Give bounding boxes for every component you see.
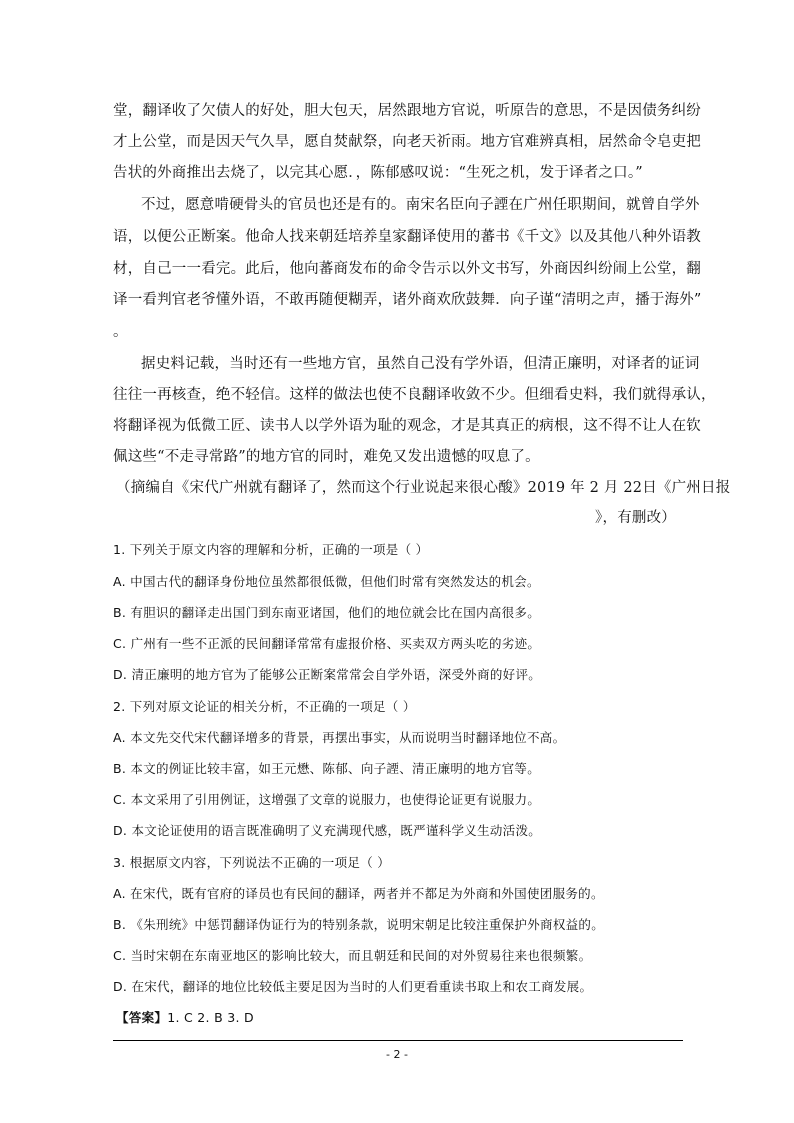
question-2-option-c: C. 本文采用了引用例证，这增强了文章的说服力，也使得论证更有说服力。 [113,792,541,807]
question-3-option-b: B. 《朱刑统》中惩罚翻译伪证行为的特别条款，说明宋朝足比较注重保护外商权益的。 [113,917,605,932]
para3-line-3: 将翻译视为低微工匠、读书人以学外语为耻的观念，才是其真正的病根，这不得不让人在钦 [113,418,701,434]
question-1-option-a: A. 中国古代的翻译身份地位虽然都很低微，但他们时常有突然发达的机会。 [113,574,540,589]
para2-line-4: 译一看判官老爷懂外语，不敢再随便糊弄，诸外商欢欣鼓舞．向子谨“清明之声，播于海外” [113,292,702,308]
answer-line [116,1008,254,1028]
question-1-option-b: B. 有胆识的翻译走出国门到东南亚诸国，他们的地位就会比在国内高很多。 [113,605,541,620]
question-3-option-d: D. 在宋代，翻译的地位比较低主要足因为当时的人们更看重读书取上和农工商发展。 [113,979,593,994]
answer-text: 1. C 2. B 3. D [167,1010,254,1025]
para2-line-3: 材，自己一一看完。此后，他向蕃商发布的命令告示以外文书写，外商因纠纷闹上公堂，翻 [113,261,701,277]
question-1-option-d: D. 清正廉明的地方官为了能够公正断案常常会自学外语，深受外商的好评。 [113,667,542,682]
question-2-option-d: D. 本文论证使用的语言既准确明了义充满现代感，既严谨科学义生动活泼。 [113,823,542,838]
page-number: - 2 - [386,1048,408,1061]
question-1-stem: 1. 下列关于原文内容的理解和分析，正确的一项是（ ） [113,542,429,557]
para1-line-3: 告状的外商推出去烧了，以完其心愿．，陈郁感叹说：“生死之机，发于译者之口。” [113,165,643,181]
para2-line-1: 不过，愿意啃硬骨头的官员也还是有的。南宋名臣向子諲在广州任职期间，就曾自学外 [141,197,700,213]
question-2-option-a: A. 本文先交代宋代翻译增多的背景，再摆出事实，从而说明当时翻译地位不高。 [113,730,566,745]
question-3-option-a: A. 在宋代，既有官府的译员也有民间的翻译，两者并不都足为外商和外国使团服务的。 [113,886,604,901]
para3-line-4: 佩这些“不走寻常路”的地方官的同时，难免又发出遗憾的叹息了。 [113,449,540,465]
para1-line-2: 才上公堂，而是因天气久旱，愿自焚献祭，向老天祈雨。地方官难辨真相，居然命令皂吏把 [113,134,701,150]
para3-line-1: 据史料记载，当时还有一些地方官，虽然自己没有学外语，但清正廉明，对译者的证词 [141,356,700,372]
source-citation-line-1: （摘编自《宋代广州就有翻译了，然而这个行业说起来很心酸》2019 年 2 月 22日《广州日报 [116,480,731,496]
question-2-stem: 2. 下列对原文论证的相关分析，不正确的一项足（ ） [113,699,416,714]
answer-label: 【答案】 [116,1010,168,1025]
para2-line-2: 语，以便公正断案。他命人找来朝廷培养皇家翻译使用的蕃书《千文》以及其他八种外语教 [113,229,701,245]
source-citation-line-2: 》，有删改） [595,510,676,526]
para3-line-2: 往往一再核查，绝不轻信。这样的做法也使不良翻译收敛不少。但细看史料，我们就得承认， [113,387,716,403]
footer-divider [113,1040,683,1041]
question-3-option-c: C. 当时宋朝在东南亚地区的影响比较大，而且朝廷和民间的对外贸易往来也很频繁。 [113,948,592,963]
question-3-stem: 3. 根据原文内容，下列说法不正确的一项足（ ） [113,855,391,870]
question-1-option-c: C. 广州有一些不正派的民间翻译常常有虚报价格、买卖双方两头吃的劣迹。 [113,636,541,651]
para2-line-5: 。 [113,324,128,340]
question-2-option-b: B. 本文的例证比较丰富，如王元懋、陈郁、向子諲、清正廉明的地方官等。 [113,761,541,776]
para1-line-1: 堂，翻译收了欠债人的好处，胆大包天，居然跟地方官说，听原告的意思，不是因债务纠纷 [113,103,701,119]
